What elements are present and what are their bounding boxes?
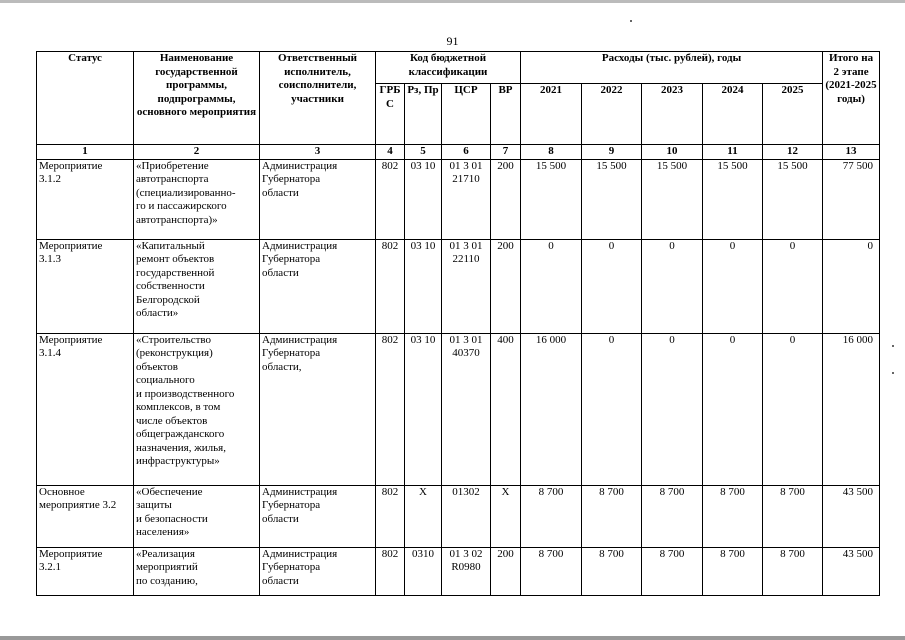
row-amount-2024: 0 xyxy=(703,239,763,333)
scan-edge-bottom xyxy=(0,636,905,640)
row-amount-2021: 8 700 xyxy=(521,485,582,547)
row-amount-2024: 8 700 xyxy=(703,547,763,595)
header-executor: Ответственный исполнитель, соисполнители, участники xyxy=(260,52,376,145)
row-status: Мероприятие 3.2.1 xyxy=(37,547,134,595)
row-total: 16 000 xyxy=(823,333,880,485)
row-amount-2023: 8 700 xyxy=(642,547,703,595)
row-amount-2023: 8 700 xyxy=(642,485,703,547)
row-rzpr: 03 10 xyxy=(405,239,442,333)
header-year-2024: 2024 xyxy=(703,84,763,145)
column-number: 5 xyxy=(405,145,442,160)
scan-speck xyxy=(892,372,894,374)
row-amount-2021: 8 700 xyxy=(521,547,582,595)
row-amount-2023: 0 xyxy=(642,239,703,333)
column-number: 6 xyxy=(442,145,491,160)
row-vr: 400 xyxy=(491,333,521,485)
row-grbs: 802 xyxy=(376,159,405,239)
row-total: 77 500 xyxy=(823,159,880,239)
row-rzpr: 0310 xyxy=(405,547,442,595)
row-amount-2024: 0 xyxy=(703,333,763,485)
row-csr: 01 3 01 40370 xyxy=(442,333,491,485)
row-amount-2022: 0 xyxy=(582,333,642,485)
scan-speck xyxy=(630,20,632,22)
header-total: Итого на 2 этапе (2021-2025 годы) xyxy=(823,52,880,145)
header-rzpr: Рз, Пр xyxy=(405,84,442,145)
table-row xyxy=(37,547,880,595)
header-year-2022: 2022 xyxy=(582,84,642,145)
row-amount-2023: 0 xyxy=(642,333,703,485)
row-amount-2025: 0 xyxy=(763,239,823,333)
column-number: 9 xyxy=(582,145,642,160)
budget-table-container xyxy=(36,51,880,596)
scan-edge-top xyxy=(0,0,905,3)
row-rzpr: X xyxy=(405,485,442,547)
row-executor: Администрация Губернатора области xyxy=(260,159,376,239)
row-executor: Администрация Губернатора области xyxy=(260,485,376,547)
row-amount-2022: 8 700 xyxy=(582,547,642,595)
row-amount-2025: 0 xyxy=(763,333,823,485)
row-amount-2022: 15 500 xyxy=(582,159,642,239)
column-number-row xyxy=(37,145,880,160)
header-status: Статус xyxy=(37,52,134,145)
row-executor: Администрация Губернатора области, xyxy=(260,333,376,485)
table-row xyxy=(37,239,880,333)
header-csr: ЦСР xyxy=(442,84,491,145)
table-row xyxy=(37,485,880,547)
row-measure-name: «Капитальный ремонт объектов государственной собственности Белгородской области» xyxy=(134,239,260,333)
header-program-name: Наименование государственной программы, подпрограммы, основного мероприятия xyxy=(134,52,260,145)
row-executor: Администрация Губернатора области xyxy=(260,239,376,333)
row-status: Основное мероприятие 3.2 xyxy=(37,485,134,547)
row-amount-2024: 15 500 xyxy=(703,159,763,239)
row-total: 43 500 xyxy=(823,547,880,595)
row-amount-2025: 8 700 xyxy=(763,485,823,547)
row-csr: 01 3 01 21710 xyxy=(442,159,491,239)
column-number: 13 xyxy=(823,145,880,160)
row-vr: 200 xyxy=(491,239,521,333)
row-amount-2022: 0 xyxy=(582,239,642,333)
row-amount-2021: 0 xyxy=(521,239,582,333)
row-vr: 200 xyxy=(491,547,521,595)
budget-table xyxy=(36,51,880,596)
header-year-2021: 2021 xyxy=(521,84,582,145)
row-grbs: 802 xyxy=(376,485,405,547)
column-number: 12 xyxy=(763,145,823,160)
row-status: Мероприятие 3.1.3 xyxy=(37,239,134,333)
row-measure-name: «Реализация мероприятий по созданию, xyxy=(134,547,260,595)
header-budget-code: Код бюджетной классификации xyxy=(376,52,521,84)
header-vr: ВР xyxy=(491,84,521,145)
row-csr: 01 3 01 22110 xyxy=(442,239,491,333)
page-number: 91 xyxy=(446,34,459,48)
header-year-2023: 2023 xyxy=(642,84,703,145)
row-grbs: 802 xyxy=(376,333,405,485)
row-total: 43 500 xyxy=(823,485,880,547)
table-row xyxy=(37,159,880,239)
row-rzpr: 03 10 xyxy=(405,333,442,485)
header-year-2025: 2025 xyxy=(763,84,823,145)
table-row xyxy=(37,333,880,485)
header-expenses: Расходы (тыс. рублей), годы xyxy=(521,52,823,84)
row-status: Мероприятие 3.1.2 xyxy=(37,159,134,239)
column-number: 11 xyxy=(703,145,763,160)
column-number: 2 xyxy=(134,145,260,160)
column-number: 4 xyxy=(376,145,405,160)
row-grbs: 802 xyxy=(376,547,405,595)
row-vr: X xyxy=(491,485,521,547)
column-number: 8 xyxy=(521,145,582,160)
row-amount-2024: 8 700 xyxy=(703,485,763,547)
row-status: Мероприятие 3.1.4 xyxy=(37,333,134,485)
row-amount-2021: 16 000 xyxy=(521,333,582,485)
scan-speck xyxy=(892,345,894,347)
row-amount-2025: 15 500 xyxy=(763,159,823,239)
row-csr: 01 3 02 R0980 xyxy=(442,547,491,595)
row-measure-name: «Приобретение автотранспорта (специализированно- го и пассажирского автотранспорта)» xyxy=(134,159,260,239)
column-number: 1 xyxy=(37,145,134,160)
row-vr: 200 xyxy=(491,159,521,239)
row-amount-2025: 8 700 xyxy=(763,547,823,595)
row-total: 0 xyxy=(823,239,880,333)
row-measure-name: «Строительство (реконструкция) объектов социального и производственного комплексов, в том числе объектов общегражданского назначения, жилья, инфраструктуры» xyxy=(134,333,260,485)
row-amount-2021: 15 500 xyxy=(521,159,582,239)
row-csr: 01302 xyxy=(442,485,491,547)
column-number: 10 xyxy=(642,145,703,160)
row-measure-name: «Обеспечение защиты и безопасности населения» xyxy=(134,485,260,547)
column-number: 7 xyxy=(491,145,521,160)
column-number: 3 xyxy=(260,145,376,160)
row-rzpr: 03 10 xyxy=(405,159,442,239)
row-grbs: 802 xyxy=(376,239,405,333)
row-amount-2023: 15 500 xyxy=(642,159,703,239)
header-grbs: ГРБ С xyxy=(376,84,405,145)
row-executor: Администрация Губернатора области xyxy=(260,547,376,595)
row-amount-2022: 8 700 xyxy=(582,485,642,547)
